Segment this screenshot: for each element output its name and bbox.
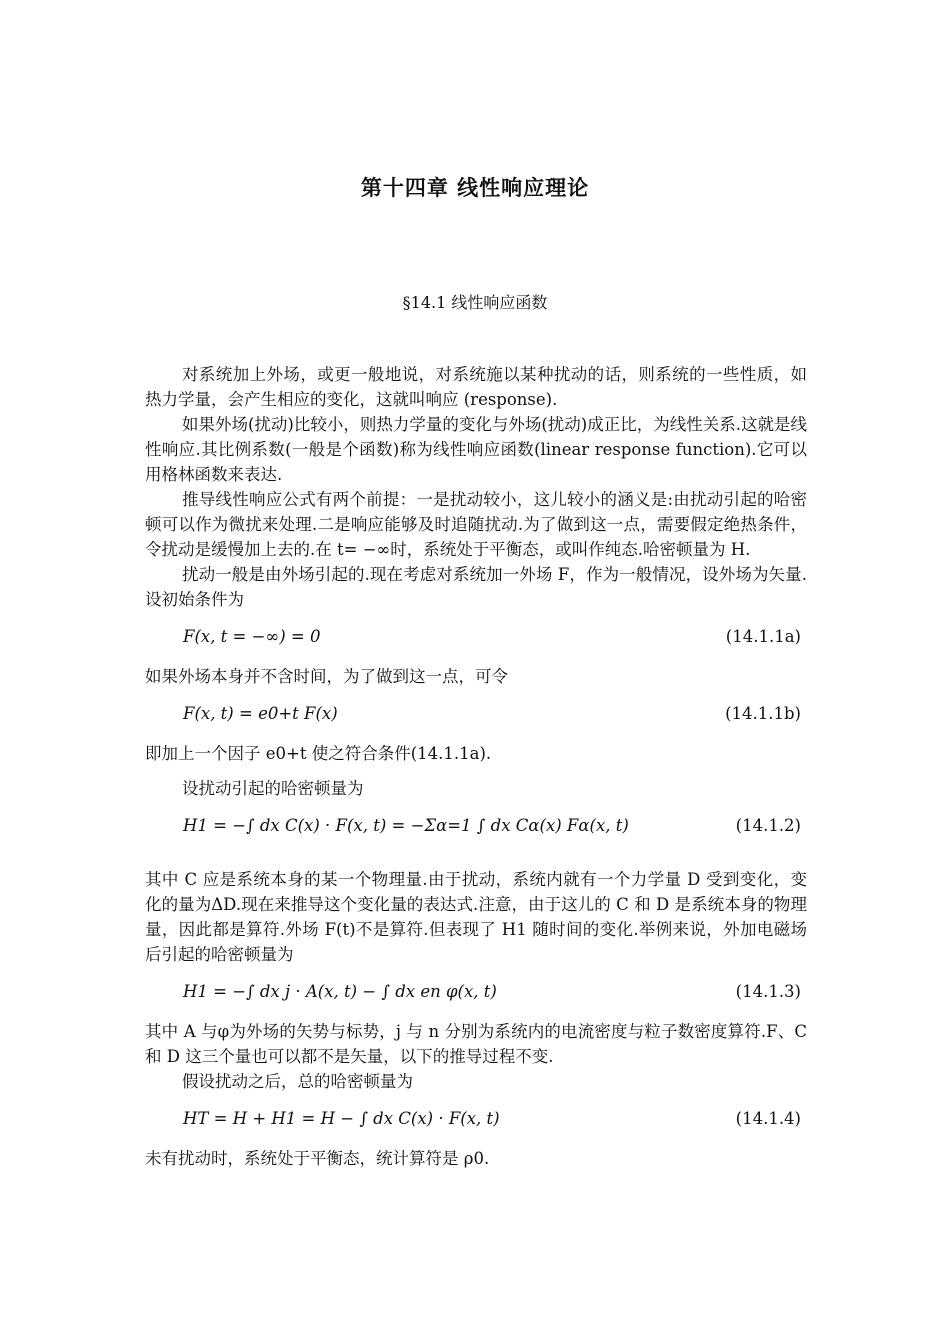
paragraph-4: 扰动一般是由外场引起的.现在考虑对系统加一外场 F，作为一般情况，设外场为矢量.设初始条件为 [145,565,807,609]
chapter-title: 第十四章 线性响应理论 [360,176,590,200]
paragraph-10: 假设扰动之后，总的哈密顿量为 [182,1072,413,1091]
equation-expression: H1 = −∫ dx C(x) · F(x, t) = −Σα=1 ∫ dx Cα(x) Fα(x, t) [183,816,629,835]
equation-14-1-1a [145,624,807,650]
equation-number: (14.1.4) [735,1109,801,1128]
paragraph-7: 设扰动引起的哈密顿量为 [182,779,364,798]
equation-14-1-2 [145,813,807,853]
section-title: §14.1 线性响应函数 [402,293,548,312]
equation-number: (14.1.1b) [725,704,801,723]
paragraph-5: 如果外场本身并不含时间，为了做到这一点，可令 [145,667,508,686]
equation-number: (14.1.2) [735,816,801,835]
paragraph-9: 其中 A 与φ为外场的矢势与标势，j 与 n 分别为系统内的电流密度与粒子数密度算符.F、C 和 D 这三个量也可以都不是矢量，以下的推导过程不变. [145,1022,807,1066]
paragraph-8: 其中 C 应是系统本身的某一个物理量.由于扰动，系统内就有一个力学量 D 受到变化，变化的量为ΔD.现在来推导这个变化量的表达式.注意，由于这儿的 C 和 D 是系统本身的物理量，因此都是算符.外场 F(t)不是算符.但表现了 H1 随时间的变化.举例来说，外加电磁场后引起的哈密顿量为 [145,870,808,964]
equation-expression: F(x, t) = e0+t F(x) [183,704,338,723]
equation-number: (14.1.3) [735,982,801,1001]
equation-number: (14.1.1a) [725,627,801,646]
paragraph-1: 对系统加上外场，或更一般地说，对系统施以某种扰动的话，则系统的一些性质，如热力学量，会产生相应的变化，这就叫响应 (response). [145,365,807,409]
equation-expression: HT = H + H1 = H − ∫ dx C(x) · F(x, t) [183,1109,500,1128]
paragraph-3: 推导线性响应公式有两个前提：一是扰动较小，这儿较小的涵义是:由扰动引起的哈密顿可以作为微扰来处理.二是响应能够及时追随扰动.为了做到这一点，需要假定绝热条件，令扰动是缓慢加上去的.在 t= −∞时，系统处于平衡态，或叫作纯态.哈密顿量为 H. [145,490,807,559]
paragraph-11: 未有扰动时，系统处于平衡态，统计算符是 ρ0. [145,1149,490,1168]
equation-14-1-4 [145,1106,807,1132]
paragraph-2: 如果外场(扰动)比较小，则热力学量的变化与外场(扰动)成正比，为线性关系.这就是线性响应.其比例系数(一般是个函数)称为线性响应函数(linear response function).它可以用格林函数来表达. [145,415,807,484]
body-text [145,362,807,1171]
paragraph-6: 即加上一个因子 e0+t 使之符合条件(14.1.1a). [145,744,492,763]
equation-14-1-3 [145,979,807,1005]
equation-14-1-1b [145,701,807,727]
equation-expression: H1 = −∫ dx j · A(x, t) − ∫ dx en φ(x, t) [183,982,497,1001]
equation-expression: F(x, t = −∞) = 0 [183,627,321,646]
